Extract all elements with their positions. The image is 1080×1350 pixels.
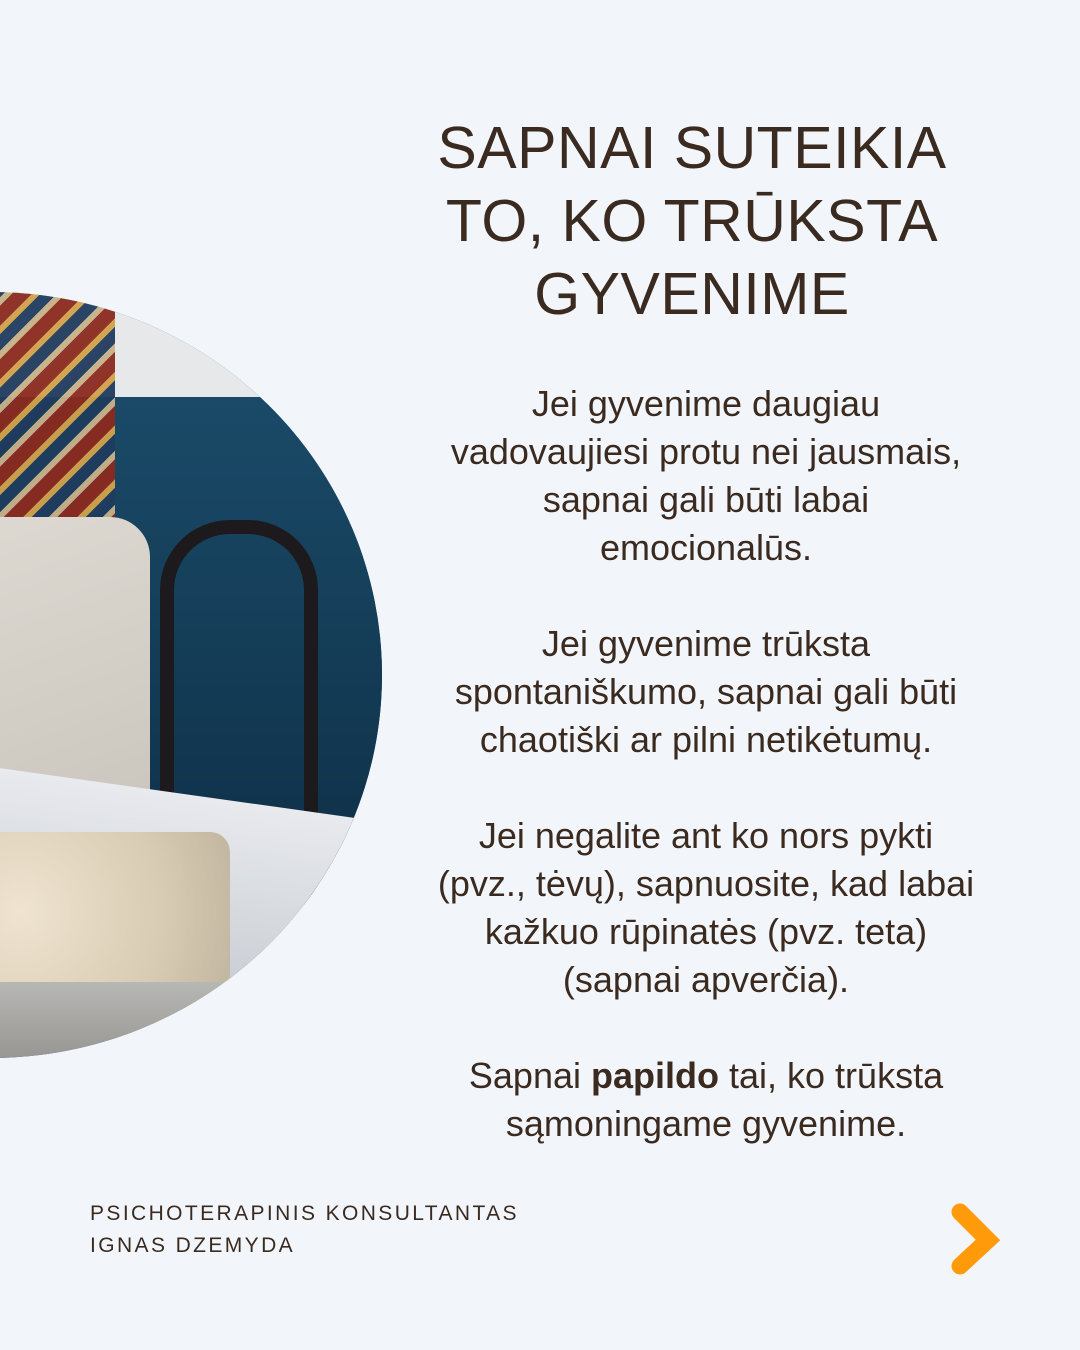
paragraph-spontaneity — [396, 620, 1016, 764]
text-line: (pvz., tėvų), sapnuosite, kad labai — [437, 863, 975, 904]
paragraph-emotions — [396, 380, 1016, 572]
conclusion-text: Sapnai — [468, 1055, 591, 1096]
text-line: spontaniškumo, sapnai gali būti — [454, 671, 958, 712]
title-line: SAPNAI SUTEIKIA — [437, 115, 947, 181]
paragraph-anger — [396, 812, 1016, 1004]
paragraph-conclusion — [396, 1052, 1016, 1148]
text-line: (sapnai apverčia). — [562, 959, 850, 1000]
title-line: GYVENIME — [534, 261, 850, 327]
text-line: kažkuo rūpinatės (pvz. teta) — [484, 911, 928, 952]
photo-tray — [0, 982, 350, 1058]
page-title — [400, 112, 984, 331]
next-slide-button[interactable] — [946, 1200, 1002, 1278]
conclusion-text: tai, ko trūksta — [719, 1055, 944, 1096]
author-credit — [90, 1198, 519, 1262]
text-line: Jei gyvenime trūksta — [541, 623, 871, 664]
text-line: vadovaujiesi protu nei jausmais, — [450, 431, 962, 472]
text-line: sapnai gali būti labai — [542, 479, 870, 520]
body-text — [396, 380, 1016, 1148]
author-name: IGNAS DZEMYDA — [90, 1234, 296, 1257]
conclusion-emphasis: papildo — [591, 1055, 719, 1096]
text-line: Jei gyvenime daugiau — [531, 383, 881, 424]
author-role: PSICHOTERAPINIS KONSULTANTAS — [90, 1202, 519, 1225]
text-line: chaotiški ar pilni netikėtumų. — [479, 719, 933, 760]
photo-wall-rug — [0, 292, 115, 517]
text-line: emocionalūs. — [599, 527, 813, 568]
text-line: sąmoningame gyvenime. — [505, 1103, 907, 1144]
title-line: TO, KO TRŪKSTA — [445, 188, 939, 254]
bedroom-photo-circle — [0, 292, 382, 1058]
text-line — [396, 1052, 1016, 1100]
chevron-right-icon — [946, 1200, 1002, 1278]
text-line: Jei negalite ant ko nors pykti — [478, 815, 934, 856]
